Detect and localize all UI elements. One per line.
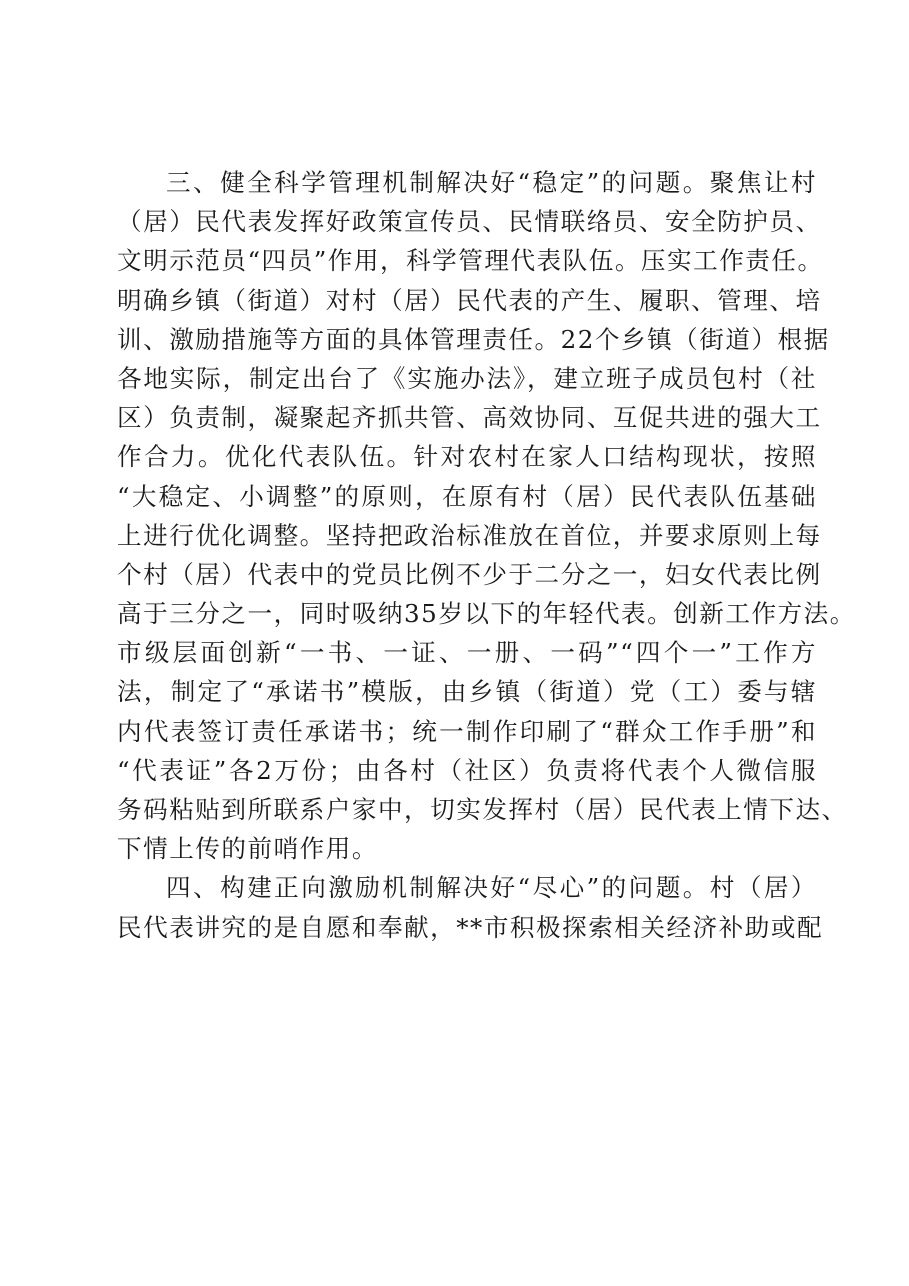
text-line: 四、构建正向激励机制解决好“尽心”的问题。村（居）	[166, 873, 817, 903]
text-line: 文明示范员“四员”作用，科学管理代表队伍。压实工作责任。	[117, 246, 824, 276]
document-body	[117, 163, 856, 947]
text-line: 务码粘贴到所联系户家中，切实发挥村（居）民代表上情下达、	[117, 795, 848, 824]
text-line: 区）负责制，凝聚起齐抓共管、高效协同、互促共进的强大工	[117, 403, 822, 433]
text-line: 上进行优化调整。坚持把政治标准放在首位，并要求原则上每	[117, 520, 822, 550]
paragraph-section-three	[117, 163, 856, 868]
text-line: “大稳定、小调整”的原则，在原有村（居）民代表队伍基础	[117, 481, 817, 511]
text-line: 明确乡镇（街道）对村（居）民代表的产生、履职、管理、培	[117, 285, 822, 315]
text-line: 市级层面创新“一书、一证、一册、一码”“四个一”工作方	[117, 638, 817, 668]
text-line: 法，制定了“承诺书”模版，由乡镇（街道）党（工）委与辖	[117, 677, 817, 707]
text-line: 训、激励措施等方面的具体管理责任。22个乡镇（街道）根据	[117, 324, 830, 354]
text-line: “代表证”各2万份；由各村（社区）负责将代表个人微信服	[117, 755, 817, 785]
text-line: 民代表讲究的是自愿和奉献，**市积极探索相关经济补助或配	[117, 912, 824, 942]
text-line: 三、健全科学管理机制解决好“稳定”的问题。聚焦让村	[166, 168, 817, 197]
paragraph-section-four	[117, 868, 824, 946]
text-line: 下情上传的前哨作用。	[117, 834, 378, 864]
text-line: 各地实际，制定出台了《实施办法》，建立班子成员包村（社	[117, 363, 817, 393]
text-line: （居）民代表发挥好政策宣传员、民情联络员、安全防护员、	[117, 207, 822, 237]
text-line: 作合力。优化代表队伍。针对农村在家人口结构现状，按照	[117, 442, 817, 472]
text-line: 个村（居）代表中的党员比例不少于二分之一，妇女代表比例	[117, 559, 822, 589]
text-line: 内代表签订责任承诺书；统一制作印刷了“群众工作手册”和	[117, 716, 817, 746]
text-line: 高于三分之一，同时吸纳35岁以下的年轻代表。创新工作方法。	[117, 599, 856, 629]
